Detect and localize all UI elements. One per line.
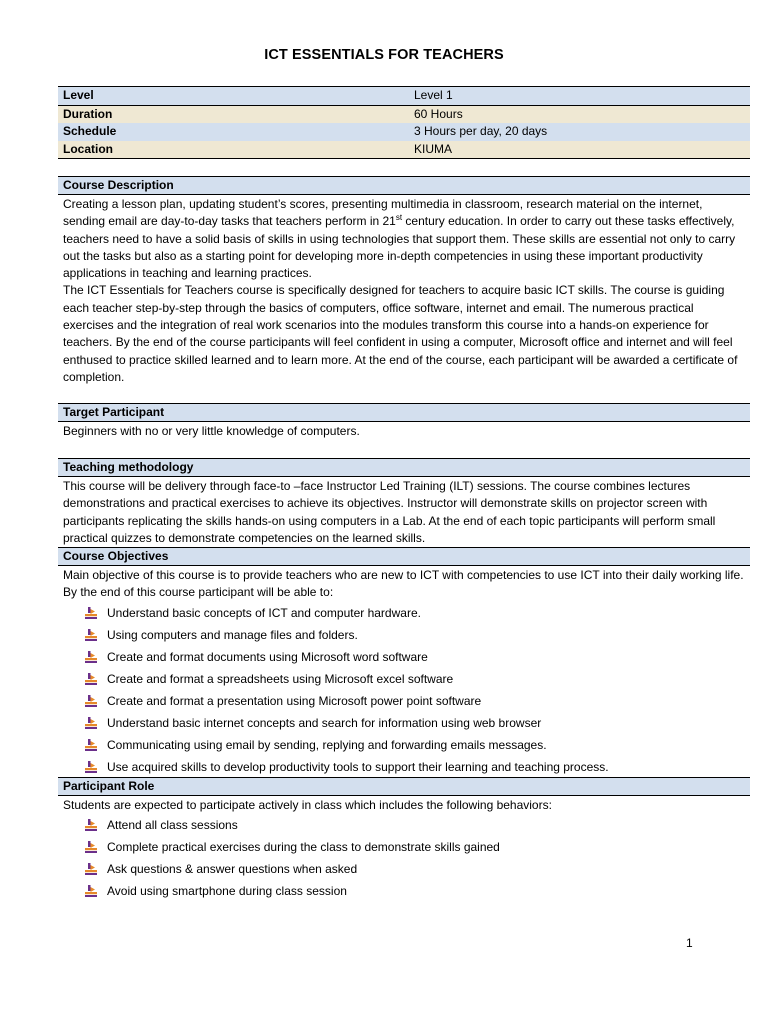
list-item (85, 690, 750, 712)
course-objectives-section (58, 547, 750, 778)
info-row-schedule (58, 123, 750, 141)
info-value: 60 Hours (409, 105, 750, 123)
text-run: century education. In order to carry out these tasks effectively, teachers need to have a solid basis of skills in using technologies that support them. These skills are essential not only to carry out the tasks but also as a starting point for developing more in-depth competencies in using these important productivity applications in teaching and learning practices. (63, 214, 736, 281)
list-item-text: Complete practical exercises during the class to demonstrate skills gained (107, 840, 500, 855)
list-item (85, 646, 750, 668)
list-item-text: Understand basic concepts of ICT and computer hardware. (107, 605, 421, 620)
course-info-table (58, 86, 750, 159)
list-item-text: Avoid using smartphone during class session (107, 884, 347, 899)
role-intro: Students are expected to participate actively in class which includes the following behaviors: (63, 798, 552, 812)
list-item-text: Attend all class sessions (107, 818, 238, 833)
info-value: 3 Hours per day, 20 days (409, 123, 750, 141)
text-run: Creating a lesson plan, updating student’s scores, presenting multimedia in classroom, research material on the internet, sending email are day-to-day tasks that teachers perform in 21 (63, 197, 703, 229)
list-item-text: Understand basic internet concepts and search for information using web browser (107, 715, 542, 730)
bullet-arrow-icon (85, 819, 97, 831)
description-paragraph-2: The ICT Essentials for Teachers course is specifically designed for teachers to acquire basic ICT skills. The course is guiding each teacher step-by-step through the basics of computers, office software, internet and email. The numerous practical exercises and the integration of real work scenarios into the modules transform this course into a hands-on experience for teachers. By the end of the course participants will feel confident in using a computer, Microsoft office and internet and will feel enthused to practice skilled learned and to learn more. At the end of the course, each participant will be awarded a certificate of completion. (63, 283, 738, 384)
info-row-duration (58, 105, 750, 123)
section-body: Beginners with no or very little knowledge of computers. (63, 424, 360, 438)
bullet-arrow-icon (85, 607, 97, 619)
role-list (58, 814, 750, 902)
bullet-arrow-icon (85, 717, 97, 729)
list-item (85, 734, 750, 756)
target-participant-section (58, 403, 750, 440)
section-heading: Target Participant (58, 403, 750, 422)
list-item-text: Communicating using email by sending, replying and forwarding emails messages. (107, 737, 547, 752)
info-label: Level (58, 87, 409, 106)
section-body: This course will be delivery through face-to –face Instructor Led Training (ILT) sessions. The course combines lectures demonstrations and practical exercises to achieve its objectives. Instructor will demonstrate skills on projector screen with participants replicating the skills hands-on using computers in a Lab. At the end of each topic participants will perform small practical quizzes to demonstrate competencies on the learned skills. (63, 479, 716, 545)
list-item (85, 602, 750, 624)
section-heading: Course Objectives (58, 547, 750, 566)
list-item (85, 880, 750, 902)
objectives-intro: Main objective of this course is to provide teachers who are new to ICT with competencies to use ICT into their daily working life. By the end of this course participant will be able to: (63, 568, 744, 600)
info-value: Level 1 (409, 87, 750, 106)
list-item-text: Create and format a presentation using Microsoft power point software (107, 693, 482, 708)
info-label: Schedule (58, 123, 409, 141)
teaching-methodology-section (58, 458, 750, 547)
description-paragraph-1 (63, 196, 745, 282)
section-heading: Teaching methodology (58, 458, 750, 477)
objectives-list (58, 602, 750, 778)
page-number: 1 (686, 936, 693, 950)
document-title: ICT ESSENTIALS FOR TEACHERS (264, 47, 504, 63)
info-row-level (58, 87, 750, 106)
list-item (85, 814, 750, 836)
section-heading: Course Description (58, 176, 750, 195)
info-value: KIUMA (409, 141, 750, 159)
list-item-text: Use acquired skills to develop productivity tools to support their learning and teaching process. (107, 759, 609, 774)
info-label: Location (58, 141, 409, 159)
info-row-location (58, 141, 750, 159)
course-description-section (58, 176, 750, 386)
list-item (85, 624, 750, 646)
list-item-text: Create and format a spreadsheets using Microsoft excel software (107, 671, 454, 686)
section-body (58, 195, 750, 386)
bullet-arrow-icon (85, 761, 97, 773)
bullet-arrow-icon (85, 651, 97, 663)
list-item (85, 668, 750, 690)
list-item (85, 836, 750, 858)
participant-role-section (58, 777, 750, 902)
section-heading: Participant Role (58, 777, 750, 796)
info-label: Duration (58, 105, 409, 123)
list-item (85, 756, 750, 778)
list-item-text: Using computers and manage files and folders. (107, 627, 358, 642)
bullet-arrow-icon (85, 695, 97, 707)
list-item (85, 858, 750, 880)
list-item (85, 712, 750, 734)
bullet-arrow-icon (85, 885, 97, 897)
bullet-arrow-icon (85, 863, 97, 875)
superscript: st (395, 213, 403, 223)
bullet-arrow-icon (85, 841, 97, 853)
bullet-arrow-icon (85, 673, 97, 685)
list-item-text: Create and format documents using Microsoft word software (107, 649, 428, 664)
bullet-arrow-icon (85, 629, 97, 641)
bullet-arrow-icon (85, 739, 97, 751)
list-item-text: Ask questions & answer questions when asked (107, 862, 358, 877)
